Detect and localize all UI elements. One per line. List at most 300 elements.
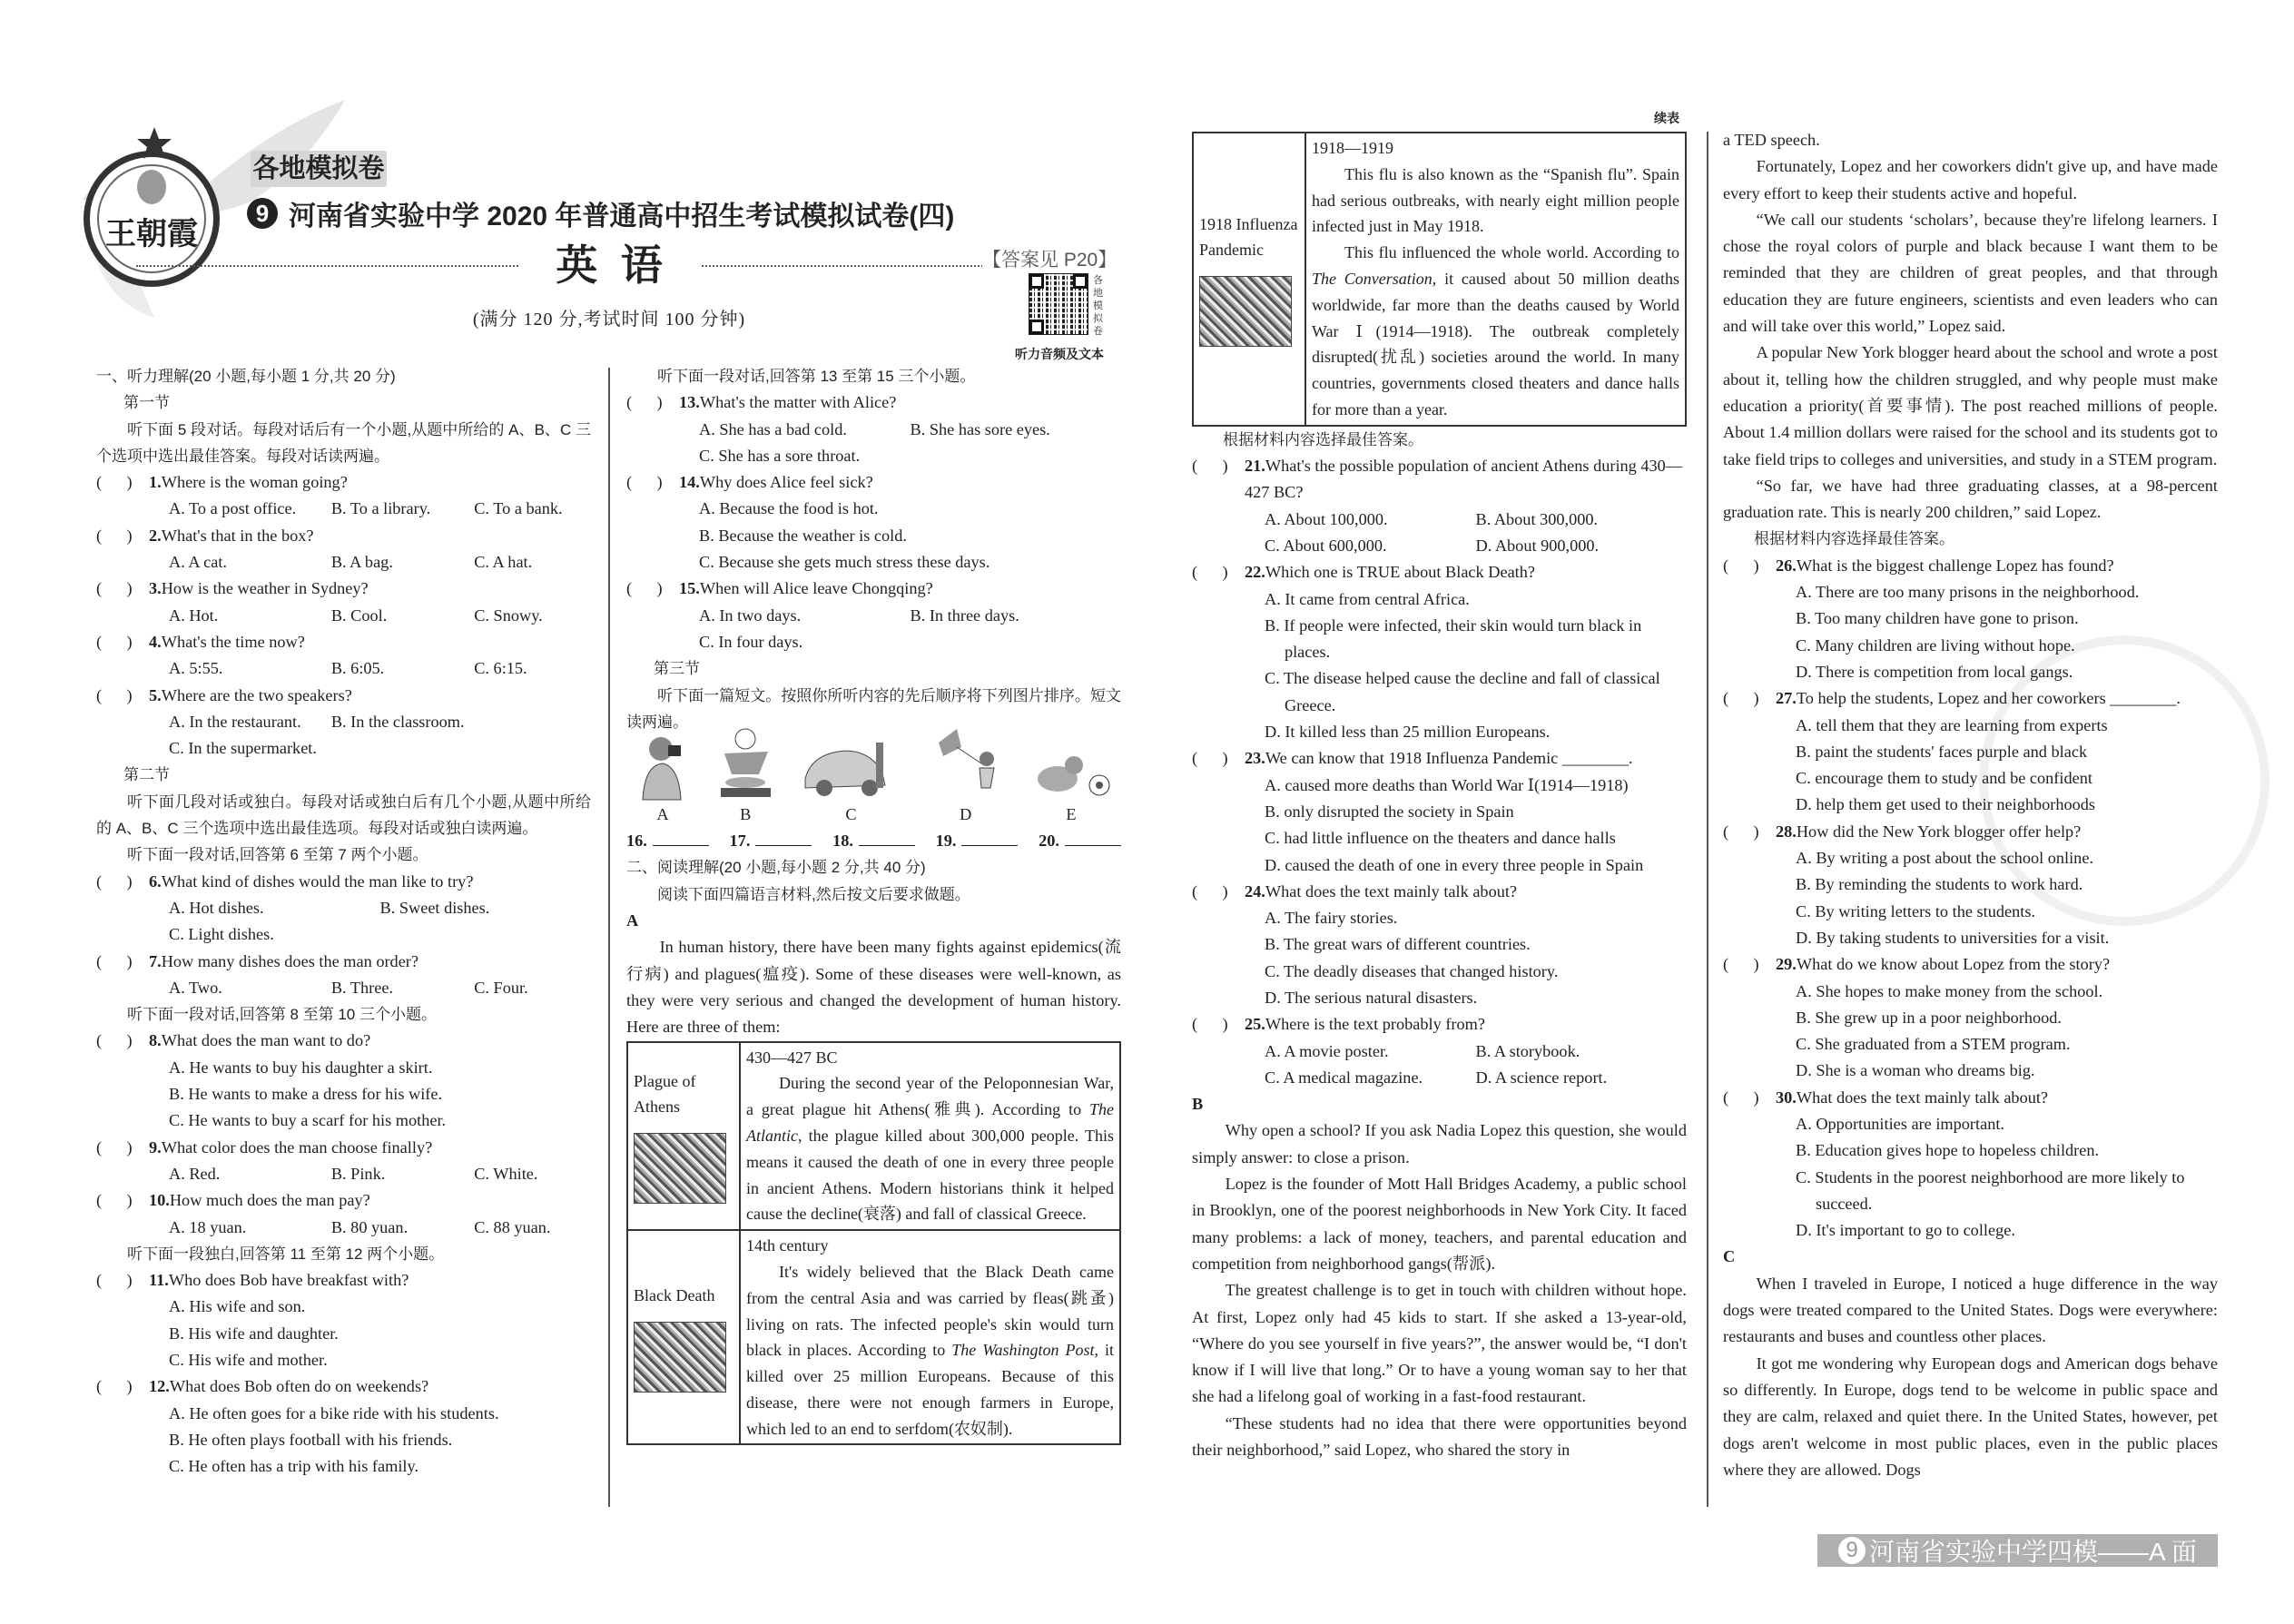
answer-option[interactable]: A. About 100,000. (1265, 509, 1388, 528)
answer-option[interactable]: B. Sweet dishes. (379, 898, 490, 917)
answer-option[interactable]: B. He wants to make a dress for his wife. (169, 1085, 443, 1104)
question-text (1245, 453, 1687, 507)
options-list (1723, 579, 2218, 685)
answer-bracket[interactable]: ( ) (96, 632, 133, 651)
options-row (1265, 959, 1687, 985)
question-number: 4. (149, 632, 162, 651)
question-number: 25. (1245, 1015, 1265, 1034)
question-text (679, 389, 896, 416)
instruction-text: 听下面一段对话,回答第 8 至第 10 三个小题。 (127, 1006, 437, 1024)
instruction-text: 听下面几段对话或独白。每段对话或独白后有几个小题,从题中所给的 A、B、C 三个选项中选出最佳选项。每段对话或独白读两遍。 (96, 792, 591, 838)
disease-name: 1918 Influenza Pandemic (1199, 214, 1298, 260)
passage-paragraph: “These students had no idea that there were opportunities beyond their neighborhood,” said Lopez, who shared the story in (1192, 1413, 1687, 1460)
answer-option[interactable]: D. The serious natural disasters. (1265, 989, 1478, 1007)
question-stem (96, 1187, 591, 1214)
question-prompt: What color does the man choose finally? (161, 1137, 433, 1156)
question-text (1776, 1085, 2048, 1111)
answer-option[interactable]: A. His wife and son. (169, 1297, 306, 1316)
options-row (1265, 1038, 1687, 1065)
options-list (626, 417, 1121, 470)
options-row (1796, 979, 2218, 1005)
subsection-label: 第二节 (123, 766, 170, 784)
options-row (1796, 765, 2218, 792)
answer-option[interactable]: C. Four. (474, 978, 528, 997)
options-row (169, 735, 591, 762)
answer-bracket[interactable]: ( ) (1723, 556, 1759, 575)
options-row (1265, 507, 1687, 533)
answer-option[interactable]: A. Because the food is hot. (699, 499, 879, 518)
question-item (1723, 685, 2218, 818)
section-heading: 一、听力理解(20 小题,每小题 1 分,共 20 分) (96, 368, 396, 385)
answer-option[interactable]: C. To a bank. (474, 499, 563, 518)
picture-sequence (626, 735, 1121, 828)
answer-option[interactable]: C. In the supermarket. (169, 739, 317, 758)
question-item (96, 1135, 591, 1188)
answer-option[interactable]: D. caused the death of one in every three people in Spain (1265, 855, 1644, 874)
question-number: 13. (679, 393, 700, 412)
answer-option[interactable]: A. She hopes to make money from the school. (1796, 981, 2103, 1000)
options-row (699, 443, 1121, 469)
question-number: 30. (1776, 1088, 1797, 1107)
answer-option[interactable]: B. A storybook. (1475, 1041, 1580, 1060)
answer-option[interactable]: C. White. (474, 1164, 538, 1183)
options-list (96, 549, 591, 576)
answer-option[interactable]: D. It killed less than 25 million Europeans. (1265, 723, 1551, 742)
options-row (169, 709, 591, 735)
question-stem (1192, 745, 1687, 772)
question-number: 27. (1776, 689, 1797, 708)
question-item (96, 576, 591, 629)
answer-blank[interactable] (832, 828, 915, 854)
answer-option[interactable]: C. encourage them to study and be confident (1796, 769, 2092, 788)
question-number: 8. (149, 1031, 162, 1050)
answer-option[interactable]: A. 18 yuan. (169, 1217, 247, 1236)
options-list (626, 603, 1121, 656)
answer-option[interactable]: B. In three days. (910, 605, 1019, 625)
answer-option[interactable]: A. In the restaurant. (169, 712, 301, 731)
answer-option[interactable]: D. About 900,000. (1475, 536, 1600, 555)
answer-option[interactable]: B. Cool. (330, 605, 388, 625)
question-text (1245, 879, 1517, 905)
instruction-text: 听下面 5 段对话。每段对话后有一个小题,从题中所给的 A、B、C 三个选项中选出最佳答案。每段对话读两遍。 (96, 420, 591, 465)
disease-name: Plague of Athens (634, 1071, 696, 1117)
answer-option[interactable]: A. She has a bad cold. (699, 419, 847, 438)
options-row (169, 1427, 591, 1453)
options-row (1796, 1137, 2218, 1164)
answer-option[interactable]: C. The deadly diseases that changed history. (1265, 961, 1559, 980)
answer-option[interactable]: B. She has sore eyes. (910, 419, 1050, 438)
question-number: 3. (149, 579, 162, 598)
blank-line[interactable] (653, 829, 709, 846)
material-table (626, 1041, 1121, 1446)
options-row (1796, 1165, 2218, 1218)
answer-option[interactable]: C. In four days. (699, 632, 803, 651)
answer-option[interactable]: D. There is competition from local gangs. (1796, 662, 2073, 681)
answer-option[interactable]: A. A movie poster. (1265, 1041, 1389, 1060)
answer-option[interactable]: A. tell them that they are learning from experts (1796, 715, 2108, 734)
answer-option[interactable]: B. Too many children have gone to prison. (1796, 609, 2079, 628)
question-stem (96, 1028, 591, 1054)
question-prompt: What is the biggest challenge Lopez has found? (1796, 556, 2114, 575)
options-row (1265, 719, 1687, 745)
column-2-listening-reading (626, 363, 1121, 1445)
answer-bracket[interactable]: ( ) (626, 393, 663, 412)
publication-title: The Conversation (1312, 269, 1433, 288)
answer-option[interactable]: C. Many children are living without hope. (1796, 635, 2075, 655)
text-segment: It's widely believed that the Black Death came from the central Asia and was carried by fleas(跳蚤) living on rats. The infected people's skin would turn black in places. According to (746, 1262, 1114, 1360)
answer-bracket[interactable]: ( ) (626, 473, 663, 492)
options-row (699, 629, 1121, 655)
question-prompt: How is the weather in Sydney? (161, 579, 369, 598)
answer-option[interactable]: A. To a post office. (169, 499, 297, 518)
options-row (169, 921, 591, 948)
answer-blank[interactable] (1039, 828, 1121, 854)
page-footer-badge (1817, 1534, 2218, 1567)
footer-number: 9 (1838, 1537, 1866, 1564)
question-item (96, 1373, 591, 1480)
blank-line[interactable] (755, 829, 812, 846)
options-row (1796, 605, 2218, 632)
options-row (1265, 985, 1687, 1011)
picture-label: D (960, 804, 972, 823)
answer-option[interactable]: B. Because the weather is cold. (699, 526, 907, 545)
answer-option[interactable]: D. It's important to go to college. (1796, 1221, 2015, 1240)
question-prompt: Why does Alice feel sick? (699, 473, 873, 492)
answer-bracket[interactable]: ( ) (96, 871, 133, 891)
answer-option[interactable]: D. She is a woman who dreams big. (1796, 1061, 2035, 1080)
number-badge: 9 (247, 198, 278, 229)
answer-option[interactable]: C. His wife and mother. (169, 1350, 328, 1369)
blank-line[interactable] (1065, 829, 1121, 846)
answer-bracket[interactable]: ( ) (96, 1191, 133, 1210)
options-list (96, 709, 591, 763)
answer-bracket[interactable]: ( ) (96, 473, 133, 492)
question-item (626, 389, 1121, 469)
answer-option[interactable]: B. Three. (330, 978, 394, 997)
answer-option[interactable]: C. He wants to buy a scarf for his mother. (169, 1111, 447, 1130)
picture-label: C (845, 804, 857, 823)
answer-option[interactable]: C. Because she gets much stress these days. (699, 553, 990, 572)
text-segment: , it caused about 50 million deaths worldwide, far more than the deaths caused by World War Ⅰ(1914—1918). The outbreak completely disrupted(扰乱) societies around the world. In many countries, governments closed theaters and dance halls for more than a year. (1312, 269, 1679, 418)
answer-option[interactable]: B. paint the students' faces purple and black (1796, 742, 2088, 761)
question-stem (1723, 685, 2218, 712)
question-prompt: To help the students, Lopez and her coworkers ________. (1796, 689, 2181, 708)
blank-line[interactable] (961, 829, 1018, 846)
answer-bracket[interactable]: ( ) (96, 1031, 133, 1050)
options-list (96, 655, 591, 682)
answer-option[interactable]: B. 6:05. (330, 659, 385, 678)
blank-line[interactable] (859, 829, 915, 846)
answer-option[interactable]: A. Hot. (169, 605, 219, 625)
options-list (1723, 713, 2218, 819)
qr-side-text: 各地模拟卷 (1093, 275, 1103, 337)
answer-option[interactable]: C. She graduated from a STEM program. (1796, 1035, 2071, 1054)
question-item (1723, 951, 2218, 1084)
answer-bracket[interactable]: ( ) (1192, 457, 1228, 476)
question-prompt: What's that in the box? (161, 526, 314, 545)
question-stem (96, 629, 591, 655)
picture-label: E (1066, 804, 1077, 823)
disease-name-cell (627, 1230, 740, 1444)
answer-option[interactable]: B. Education gives hope to hopeless children. (1796, 1141, 2100, 1160)
question-text (149, 523, 314, 549)
question-item (1192, 879, 1687, 1011)
options-row (1796, 792, 2218, 818)
options-row (1265, 586, 1687, 613)
question-item (1723, 819, 2218, 951)
options-row (169, 496, 591, 522)
options-list (1723, 1111, 2218, 1244)
answer-option[interactable]: C. The disease helped cause the decline and fall of classical Greece. (1265, 669, 1660, 714)
answer-option[interactable]: A. Hot dishes. (169, 898, 264, 917)
question-text (1245, 745, 1633, 772)
question-number: 5. (149, 685, 162, 704)
answer-option[interactable]: B. His wife and daughter. (169, 1324, 339, 1343)
answer-option[interactable]: A. There are too many prisons in the neighborhood. (1796, 583, 2140, 602)
answer-blanks (626, 828, 1121, 854)
options-row (169, 655, 591, 682)
question-stem (1723, 951, 2218, 978)
answer-option[interactable]: C. By writing letters to the students. (1796, 901, 2036, 920)
options-row (1796, 659, 2218, 685)
answer-option[interactable]: B. only disrupted the society in Spain (1265, 802, 1514, 821)
options-row (1796, 899, 2218, 925)
picture-e (1030, 747, 1112, 828)
exam-title: 河南省实验中学 2020 年普通高中招生考试模拟试卷(四) (289, 202, 955, 231)
question-number: 23. (1245, 749, 1265, 768)
answer-option[interactable]: D. A science report. (1475, 1068, 1608, 1087)
question-prompt: What's the matter with Alice? (699, 393, 897, 412)
answer-option[interactable]: A. He often goes for a bike ride with his students. (169, 1403, 499, 1422)
answer-option[interactable]: C. She has a sore throat. (699, 446, 861, 465)
question-stem (1723, 1085, 2218, 1111)
answer-bracket[interactable]: ( ) (1723, 1088, 1759, 1107)
answer-bracket[interactable]: ( ) (1192, 563, 1228, 582)
options-list (1192, 586, 1687, 746)
answer-bracket[interactable]: ( ) (1192, 1015, 1228, 1034)
answer-option[interactable]: B. Pink. (330, 1164, 386, 1183)
question-number: 10. (149, 1191, 170, 1210)
options-list (96, 975, 591, 1001)
answer-option[interactable]: A. He wants to buy his daughter a skirt. (169, 1058, 433, 1077)
passage-paragraph: Lopez is the founder of Mott Hall Bridges Academy, a public school in Brooklyn, one of the poorest neighborhoods in New York City. It faced many problems: a lack of money, teachers, and parental education and competition from neighborhood gangs(帮派). (1192, 1175, 1687, 1273)
options-row (1265, 905, 1687, 931)
options-row (1265, 1065, 1687, 1091)
options-list (626, 496, 1121, 576)
question-number: 26. (1776, 556, 1797, 575)
text-segment: , the plague killed about 300,000 people. This means it caused the death of one in every three people in ancient Athens. Modern historians think it helped cause the decline(衰落) and fall of classical Greece. (746, 1126, 1114, 1224)
blank-number: 19. (935, 832, 957, 851)
illustration-image (714, 724, 777, 802)
answer-blank[interactable] (626, 828, 709, 854)
options-row (1796, 1111, 2218, 1137)
question-number: 24. (1245, 881, 1265, 901)
star-icon (136, 127, 172, 160)
question-stem (96, 576, 591, 602)
options-row (1796, 1005, 2218, 1031)
answer-blank[interactable] (730, 828, 812, 854)
answer-bracket[interactable]: ( ) (96, 1137, 133, 1156)
options-list (96, 1294, 591, 1373)
question-prompt: What does the text mainly talk about? (1265, 881, 1518, 901)
answer-option[interactable]: D. help them get used to their neighborhoods (1796, 795, 2096, 814)
answer-bracket[interactable]: ( ) (626, 579, 663, 598)
question-stem (1192, 559, 1687, 586)
disease-photo (634, 1322, 726, 1393)
question-number: 9. (149, 1137, 162, 1156)
answer-bracket[interactable]: ( ) (1723, 955, 1759, 974)
question-stem (96, 683, 591, 709)
options-row (1796, 579, 2218, 605)
answer-bracket[interactable]: ( ) (1192, 749, 1228, 768)
options-row (1796, 713, 2218, 739)
answer-bracket[interactable]: ( ) (96, 526, 133, 545)
options-row (699, 523, 1121, 549)
answer-option[interactable]: C. 6:15. (474, 659, 527, 678)
answer-bracket[interactable]: ( ) (1192, 881, 1228, 901)
answer-option[interactable]: C. 88 yuan. (474, 1217, 551, 1236)
answer-bracket[interactable]: ( ) (1723, 689, 1759, 708)
question-item (96, 1028, 591, 1134)
disease-period: 1918—1919 (1312, 139, 1393, 157)
answer-option[interactable]: B. If people were infected, their skin would turn black in places. (1265, 615, 1642, 662)
question-text (679, 469, 873, 496)
column-3-reading (1192, 132, 1687, 1463)
options-row (169, 1347, 591, 1373)
options-row (169, 1294, 591, 1320)
options-list (1723, 845, 2218, 951)
question-prompt: How many dishes does the man order? (161, 951, 419, 970)
options-row (1265, 825, 1687, 851)
answer-option[interactable]: A. A cat. (169, 553, 227, 572)
question-item (1723, 553, 2218, 685)
answer-option[interactable]: A. It came from central Africa. (1265, 589, 1470, 608)
answer-option[interactable]: B. A bag. (330, 553, 393, 572)
answer-option[interactable]: C. About 600,000. (1265, 536, 1387, 555)
picture-label: A (656, 804, 669, 823)
answer-option[interactable]: C. had little influence on the theaters and dance halls (1265, 829, 1616, 848)
blank-number: 18. (832, 832, 853, 851)
options-row (1265, 533, 1687, 559)
question-text (679, 576, 933, 602)
answer-bracket[interactable]: ( ) (96, 1377, 133, 1396)
question-number: 12. (149, 1377, 170, 1396)
options-row (699, 496, 1121, 522)
question-item (626, 469, 1121, 576)
answer-option[interactable]: A. Opportunities are important. (1796, 1114, 2004, 1133)
options-row (1796, 739, 2218, 765)
answer-option[interactable]: B. About 300,000. (1475, 509, 1599, 528)
material-row (1193, 133, 1686, 426)
question-text (1776, 819, 2081, 845)
answer-option[interactable]: B. 80 yuan. (330, 1217, 409, 1236)
column-4-reading (1723, 127, 2218, 1483)
description-paragraph (746, 1259, 1114, 1442)
disease-photo (634, 1133, 726, 1204)
question-item (96, 1187, 591, 1241)
question-text (149, 629, 305, 655)
question-prompt: What does the man want to do? (161, 1031, 371, 1050)
answer-option[interactable]: C. Light dishes. (169, 925, 274, 944)
question-number: 2. (149, 526, 162, 545)
answer-option[interactable]: C. A hat. (474, 553, 533, 572)
question-stem (1723, 553, 2218, 579)
disease-description-cell (740, 1230, 1120, 1444)
picture-a (635, 729, 690, 828)
disease-period: 430—427 BC (746, 1048, 838, 1067)
answer-option[interactable]: A. The fairy stories. (1265, 909, 1398, 928)
answer-option[interactable]: A. Red. (169, 1164, 221, 1183)
answer-option[interactable]: A. 5:55. (169, 659, 223, 678)
question-stem (96, 949, 591, 975)
answer-option[interactable]: B. In the classroom. (330, 712, 465, 731)
question-text (149, 683, 352, 709)
continued-label: 续表 (1654, 111, 1679, 125)
passage-letter: C (1723, 1247, 1736, 1266)
answer-option[interactable]: D. By taking students to universities for a visit. (1796, 928, 2110, 947)
material-row (627, 1042, 1120, 1231)
passage-paragraph: “So far, we have had three graduating classes, at a 98-percent graduation rate. This is nearly 200 children,” said Lopez. (1723, 476, 2218, 522)
question-item (1192, 1011, 1687, 1091)
instruction-text: 根据材料内容选择最佳答案。 (1223, 430, 1423, 448)
question-prompt: What kind of dishes would the man like to try? (161, 871, 474, 891)
answer-option[interactable]: B. By reminding the students to work hard. (1796, 875, 2083, 894)
answer-blank[interactable] (936, 828, 1019, 854)
question-prompt: What's the time now? (161, 632, 305, 651)
options-row (169, 1321, 591, 1347)
answer-option[interactable]: C. He often has a trip with his family. (169, 1457, 419, 1476)
answer-option[interactable]: C. A medical magazine. (1265, 1068, 1423, 1087)
answer-bracket[interactable]: ( ) (96, 1271, 133, 1290)
question-stem (626, 469, 1121, 496)
question-stem (1192, 453, 1687, 507)
answer-bracket[interactable]: ( ) (1723, 822, 1759, 841)
qr-caption: 听力音频及文本 (1015, 347, 1104, 361)
answer-option[interactable]: A. caused more deaths than World War Ⅰ(1914—1918) (1265, 775, 1629, 794)
options-row (1265, 773, 1687, 799)
question-text (149, 949, 418, 975)
instruction-text: 听下面一段独白,回答第 11 至第 12 两个小题。 (127, 1245, 445, 1263)
question-stem (96, 523, 591, 549)
question-number: 29. (1776, 955, 1797, 974)
answer-option[interactable]: B. The great wars of different countries. (1265, 935, 1531, 954)
answer-option[interactable]: B. She grew up in a poor neighborhood. (1796, 1008, 2062, 1027)
answer-option[interactable]: C. Students in the poorest neighborhood are more likely to succeed. (1796, 1167, 2185, 1213)
answer-option[interactable]: A. Two. (169, 978, 222, 997)
answer-option[interactable]: A. In two days. (699, 605, 802, 625)
question-number: 21. (1245, 457, 1265, 476)
qr-code[interactable] (1029, 274, 1088, 334)
answer-option[interactable]: B. He often plays football with his friends. (169, 1430, 453, 1449)
answer-bracket[interactable]: ( ) (96, 685, 133, 704)
options-list (1192, 507, 1687, 560)
answer-option[interactable]: A. By writing a post about the school online. (1796, 849, 2094, 868)
question-text (149, 1267, 409, 1294)
question-item (96, 949, 591, 1002)
question-item (96, 629, 591, 683)
answer-option[interactable]: C. Snowy. (474, 605, 543, 625)
passage-letter: B (1192, 1095, 1204, 1114)
answer-option[interactable]: B. To a library. (330, 499, 431, 518)
column-divider (608, 368, 610, 1507)
question-prompt: What's the possible population of ancient Athens during 430—427 BC? (1245, 457, 1683, 502)
material-row (627, 1230, 1120, 1444)
answer-bracket[interactable]: ( ) (96, 951, 133, 970)
options-row (1265, 931, 1687, 958)
answer-bracket[interactable]: ( ) (96, 579, 133, 598)
illustration-image (1030, 747, 1112, 802)
footer-text: 河南省实验中学四模——A 面 (1869, 1538, 2197, 1566)
